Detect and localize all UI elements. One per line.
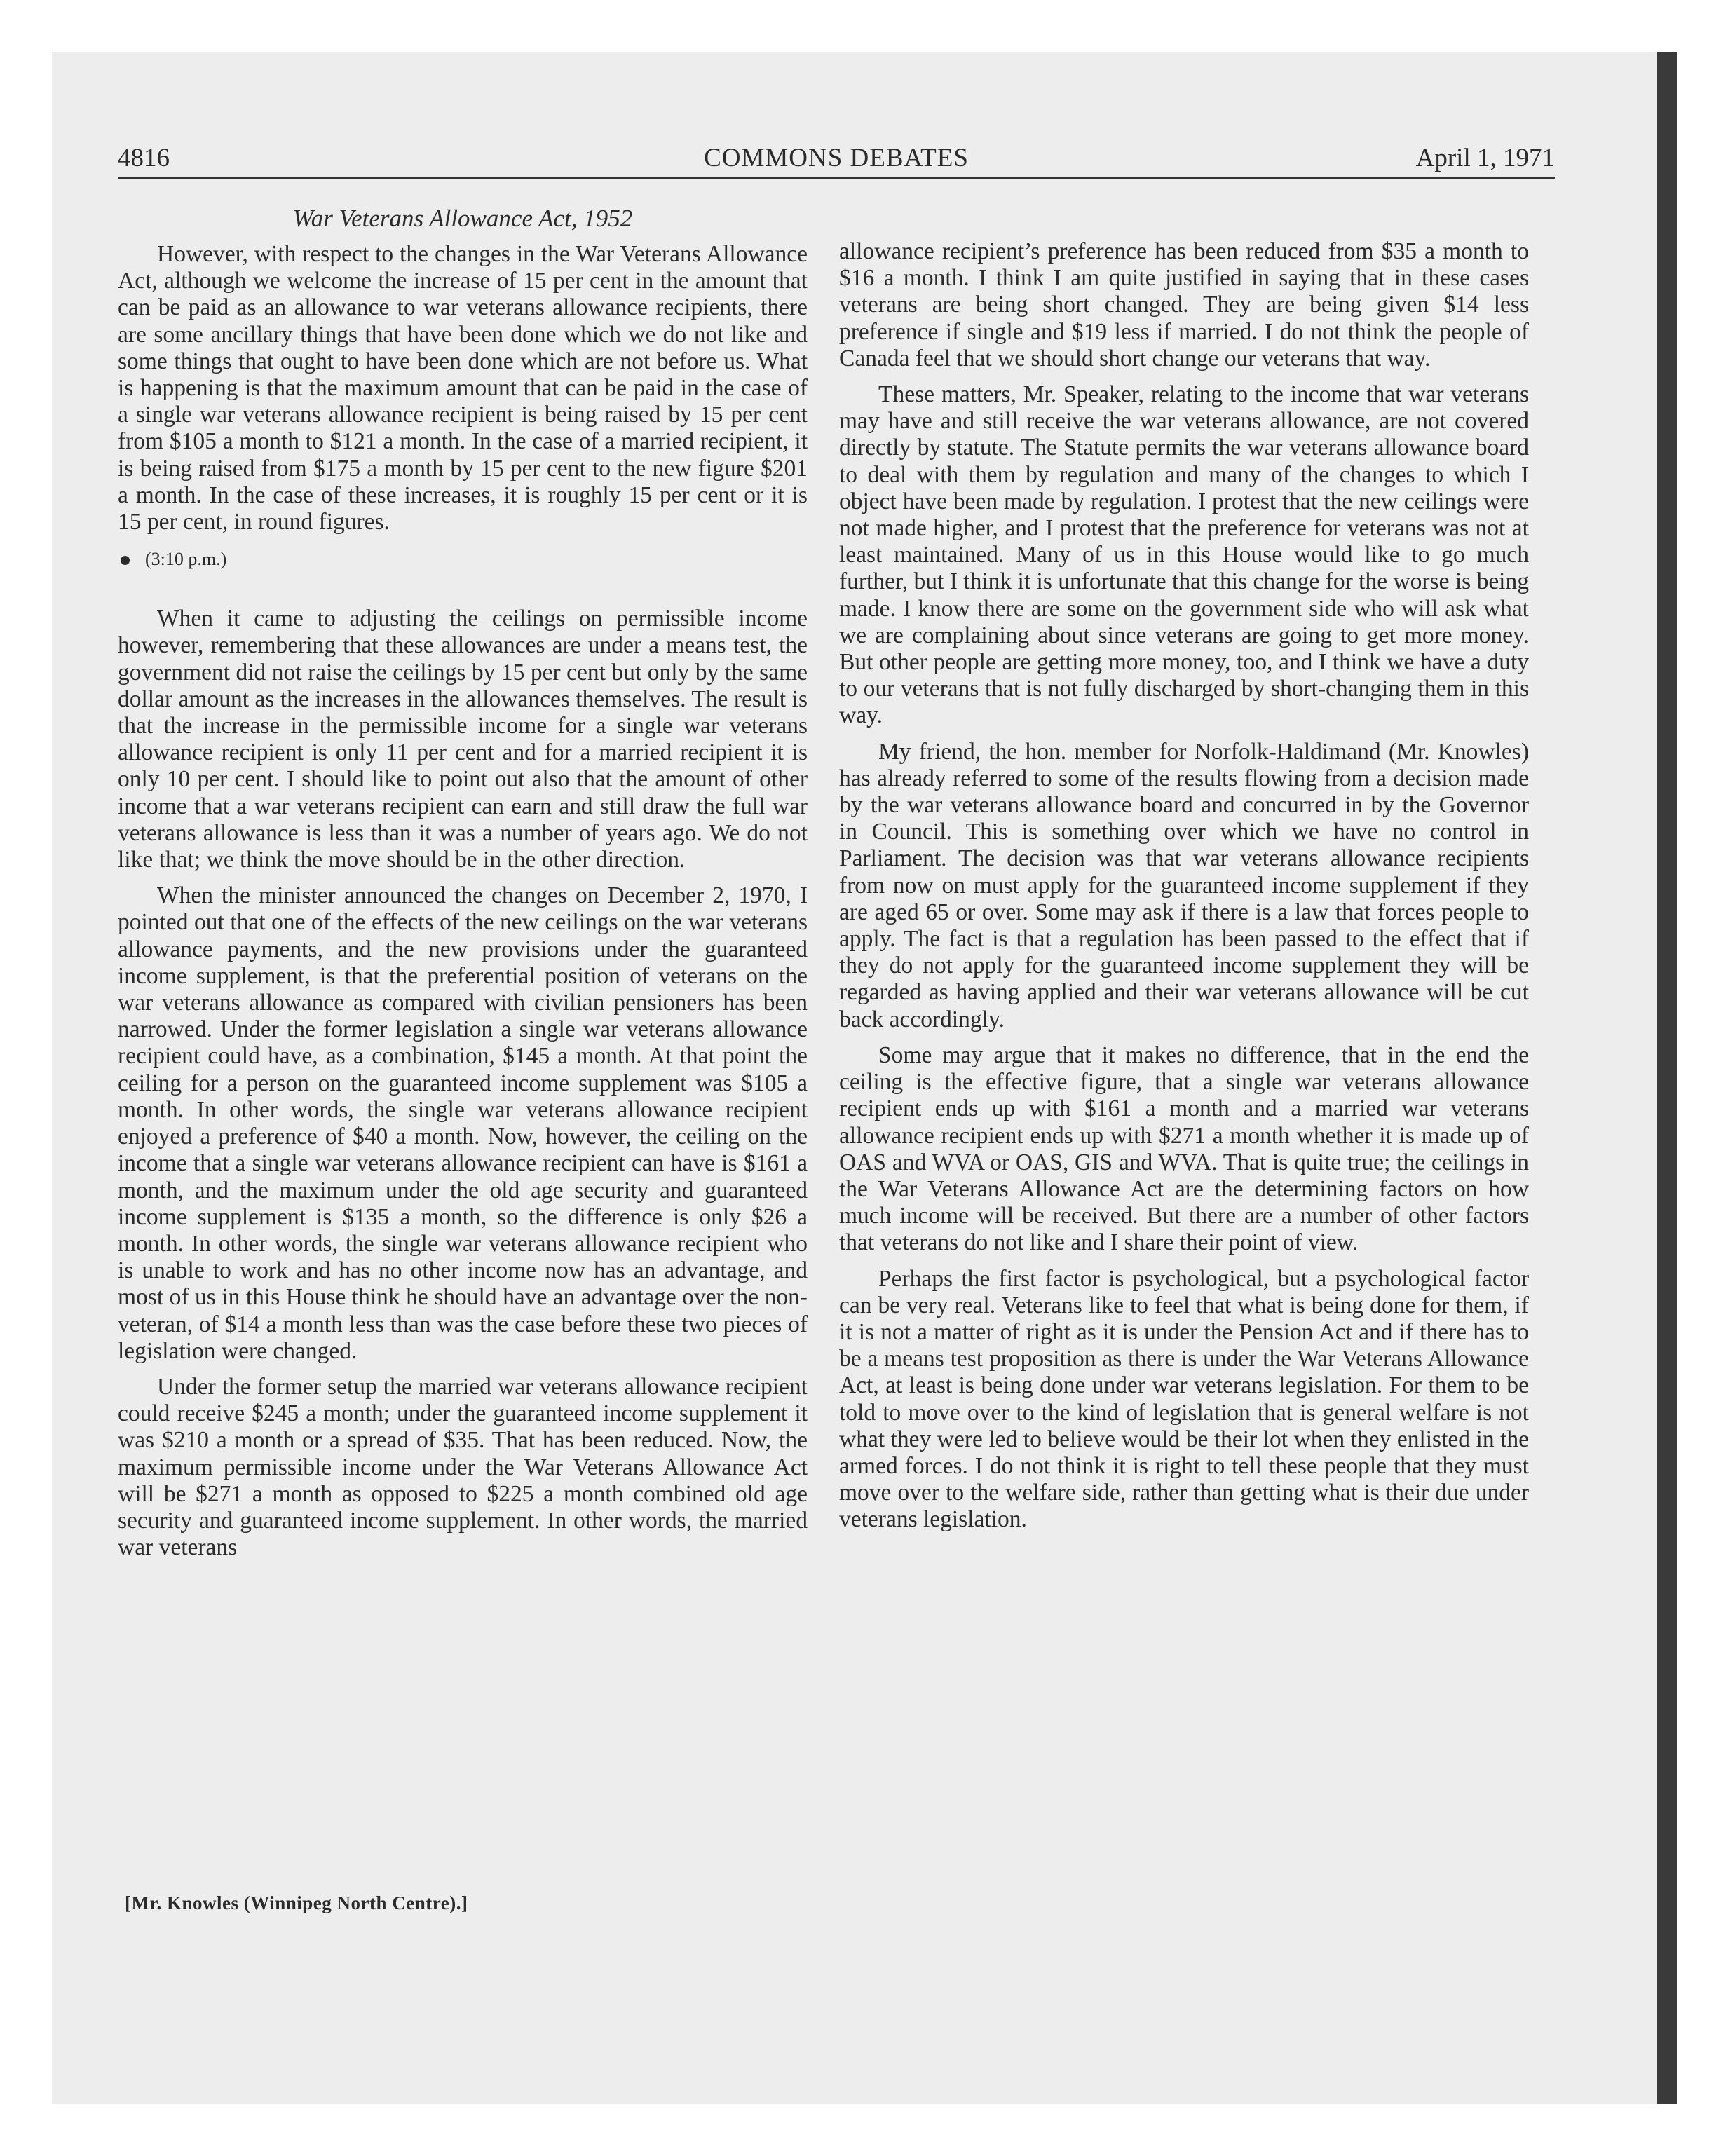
scan-edge-shadow (1657, 52, 1677, 2104)
timestamp (118, 545, 808, 573)
paragraph: These matters, Mr. Speaker, relating to the income that war veterans may have and still receive the war veterans allowance, are not covered directly by statute. The Statute permits the war veterans allowance board to deal with them by regulation and many of the changes to which I object have been made by regulation. I protest that the new ceilings were not made higher, and I protest that the preference for veterans was not at least maintained. Many of us in this House would like to go much further, but I think it is unfortunate that this change for the worse is being made. I know there are some on the government side who will ask what we are complaining about since veterans are going to get more money. But other people are getting more money, too, and I think we have a duty to our veterans that is not fully discharged by short-changing them in this way. (839, 381, 1529, 729)
paragraph: My friend, the hon. member for Norfolk-Haldimand (Mr. Knowles) has already referred to some of the results flowing from a decision made by the war veterans allowance board and concurred in by the Governor in Council. This is something over which we have no control in Parliament. The decision was that war veterans allowance recipients from now on must apply for the guaranteed income supplement if they are aged 65 or over. Some may ask if there is a law that forces people to apply. The fact is that a regulation has been passed to the effect that if they do not apply for the guaranteed income supplement they will be regarded as having applied and their war veterans allowance will be cut back accordingly. (839, 738, 1529, 1032)
paragraph: Some may argue that it makes no difference, that in the end the ceiling is the effective figure, that a single war veterans allowance recipient ends up with $161 a month and a married war veterans allowance recipient ends up with $271 a month whether it is made up of OAS and WVA or OAS, GIS and WVA. That is quite true; the ceilings in the War Veterans Allowance Act are the determining factors on how much income will be received. But there are a number of other factors that veterans do not like and I share their point of view. (839, 1042, 1529, 1256)
paragraph: When it came to adjusting the ceilings on permissible income however, remembering that these allowances are under a means test, the government did not raise the ceilings by 15 per cent but only by the same dollar amount as the increases in the allowances themselves. The result is that the increase in the permissible income for a single war veterans allowance recipient is only 11 per cent and for a married recipient it is only 10 per cent. I should like to point out also that the amount of other income that a war veterans recipient can earn and still draw the full war veterans allowance is less than it was a number of years ago. We do not like that; we think the move should be in the other direction. (118, 606, 808, 873)
publication-title: COMMONS DEBATES (704, 144, 969, 172)
speaker-note: [Mr. Knowles (Winnipeg North Centre).] (125, 1892, 468, 1913)
running-head (118, 140, 1555, 179)
right-column (839, 238, 1529, 1543)
page-number: 4816 (118, 144, 170, 172)
section-heading: War Veterans Allowance Act, 1952 (292, 205, 633, 232)
paragraph: However, with respect to the changes in the War Veterans Allowance Act, although we welcome the increase of 15 per cent in the amount that can be paid as an allowance to war veterans allowance recipients, there are some ancillary things that have been done which we do not like and some things that ought to have been done which are not before us. What is happening is that the maximum amount that can be paid in the case of a single war veterans allowance recipient is being raised by 15 per cent from $105 a month to $121 a month. In the case of a married recipient, it is being raised from $175 a month by 15 per cent to the new figure $201 a month. In the case of these increases, it is roughly 15 per cent or it is 15 per cent, in round figures. (118, 241, 808, 535)
paragraph: allowance recipient’s preference has been reduced from $35 a month to $16 a month. I think I am quite justified in saying that in these cases veterans are being short changed. They are being given $14 less preference if single and $19 less if married. I do not think the people of Canada feel that we should short change our veterans that way. (839, 238, 1529, 371)
paragraph: Perhaps the first factor is psychological, but a psychological factor can be very real. Veterans like to feel that what is being done for them, if it is not a matter of right as it is under the Pension Act and if there has to be a means test proposition as there is under the War Veterans Allowance Act, at least is being done under war veterans legislation. For them to be told to move over to the kind of legislation that is general welfare is not what they were led to believe would be their lot when they enlisted in the armed forces. I do not think it is right to tell these people that they must move over to the welfare side, rather than getting what is their due under veterans legislation. (839, 1265, 1529, 1533)
paragraph: When the minister announced the changes on December 2, 1970, I pointed out that one of the effects of the new ceilings on the war veterans allowance payments, and the new provisions under the guaranteed income supplement, is that the preferential position of veterans on the war veterans allowance as compared with civilian pensioners has been narrowed. Under the former legislation a single war veterans allowance recipient could have, as a combination, $145 a month. At that point the ceiling for a person on the guaranteed income supplement was $105 a month. In other words, the single war veterans allowance recipient enjoyed a preference of $40 a month. Now, however, the ceiling on the income that a single war veterans allowance recipient can have is $161 a month, and the maximum under the old age security and guaranteed income supplement is $135 a month, so the difference is only $26 a month. In other words, the single war veterans allowance recipient who is unable to work and has no other income now has an advantage, and most of us in this House think he should have an advantage over the non-veteran, of $14 a month less than was the case before these two pieces of legislation were changed. (118, 882, 808, 1364)
bullet-icon (121, 556, 130, 565)
left-column (118, 203, 808, 1570)
timestamp-text: (3:10 p.m.) (145, 549, 227, 570)
page-date: April 1, 1971 (1415, 144, 1555, 172)
paragraph: Under the former setup the married war veterans allowance recipient could receive $245 a month; under the guaranteed income supplement it was $210 a month or a spread of $35. That has been reduced. Now, the maximum permissible income under the War Veterans Allowance Act will be $271 a month as opposed to $225 a month combined old age security and guaranteed income supplement. In other words, the married war veterans (118, 1373, 808, 1561)
